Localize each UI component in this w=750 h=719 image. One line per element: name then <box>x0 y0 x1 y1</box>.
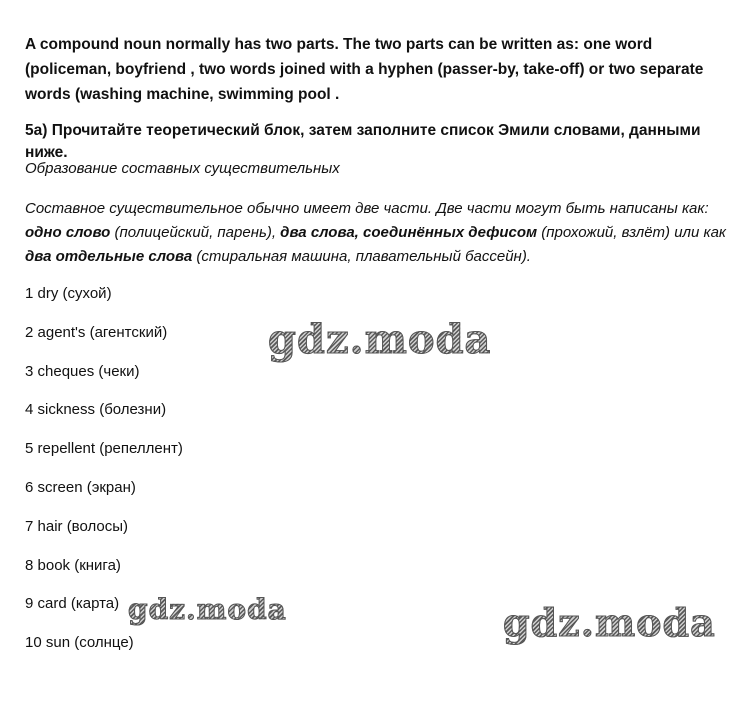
intro-paragraph: A compound noun normally has two parts. The two parts can be written as: one word (policeman, boyfriend , two words joined with a hyphen (passer-by, take-off) or two separate words (washing machine, swimming pool . <box>25 36 704 103</box>
list-item: 4 sickness (болезни) <box>25 401 167 419</box>
theory-text-1: Составное существительное обычно имеет две части. Две части могут быть написаны как: <box>25 200 709 217</box>
list-item: 9 card (карта) <box>25 595 120 613</box>
watermark-main: gdz.moda <box>268 316 492 363</box>
section-subtitle: Образование составных существительных <box>25 160 340 177</box>
theory-bold-hyphenated: два слова, соединённых дефисом <box>280 224 538 241</box>
theory-text-2: (полицейский, парень), <box>110 224 281 241</box>
list-item: 8 book (книга) <box>25 556 121 574</box>
list-item: 7 hair (волосы) <box>25 517 129 535</box>
list-item: 2 agent's (агентский) <box>25 323 168 341</box>
list-item: 6 screen (экран) <box>25 478 136 496</box>
theory-bold-separate: два отдельные слова <box>25 248 193 265</box>
theory-bold-one-word: одно слово <box>25 224 111 241</box>
theory-paragraph <box>25 197 730 269</box>
watermark-bottom-left: gdz.moda <box>128 593 287 626</box>
watermark-bottom-right: gdz.moda <box>503 600 716 645</box>
list-item: 10 sun (солнце) <box>25 634 134 652</box>
list-item: 5 repellent (репеллент) <box>25 440 183 458</box>
theory-text-4: (стиральная машина, плавательный бассейн). <box>192 248 531 265</box>
list-item: 1 dry (сухой) <box>25 285 112 302</box>
list-item: 3 cheques (чеки) <box>25 362 140 380</box>
theory-text-3: (прохожий, взлёт) или как <box>537 224 727 241</box>
task-instruction: 5a) Прочитайте теоретический блок, затем заполните список Эмили словами, данными ниже. <box>25 122 701 161</box>
